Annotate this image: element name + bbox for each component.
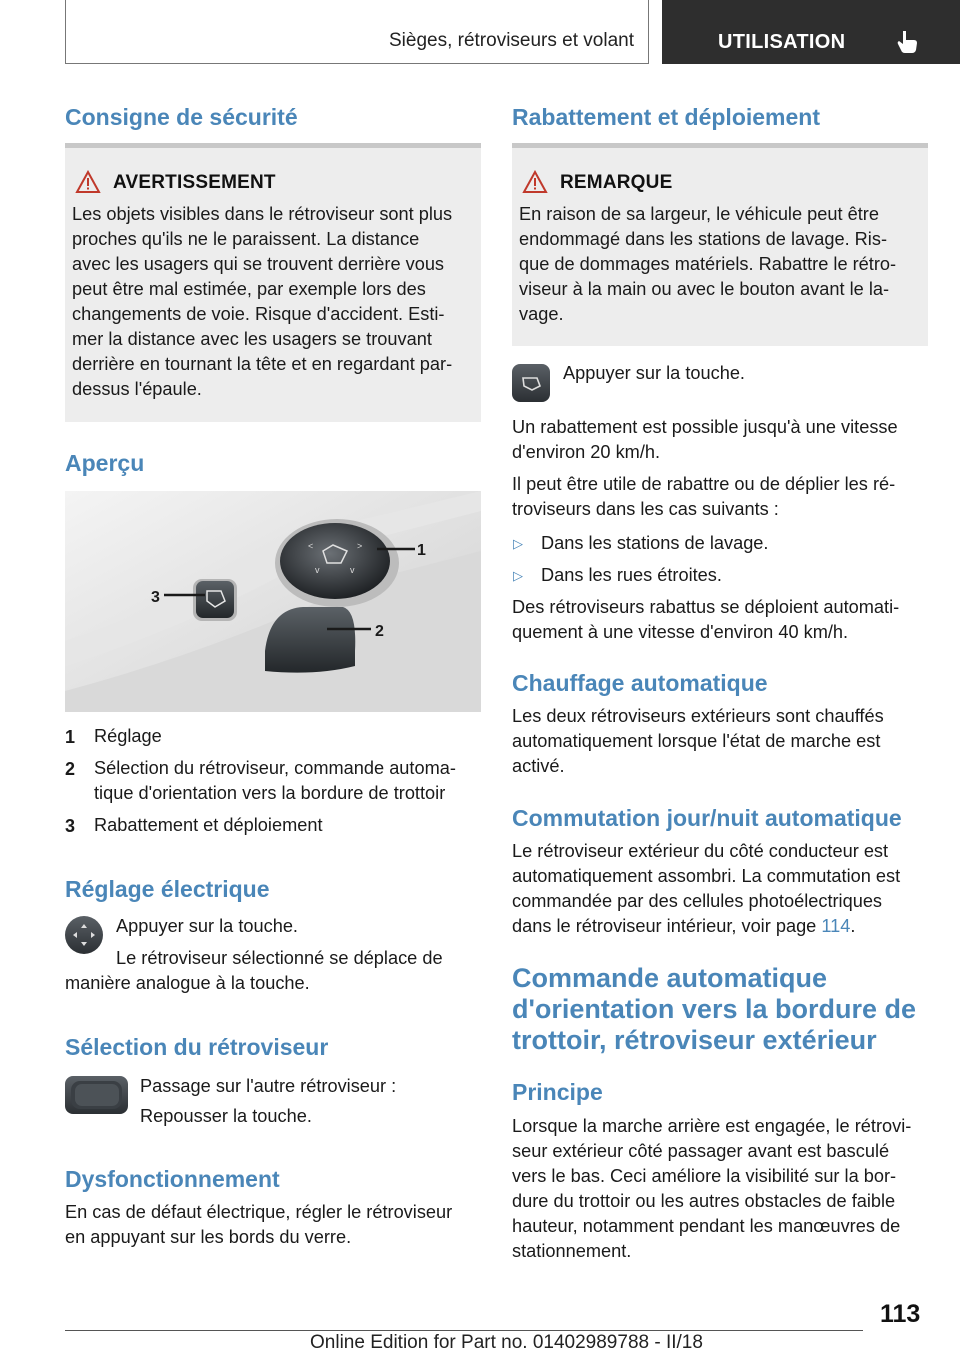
principle-text: Lorsque la marche arrière est engagée, le rétrovi-: [512, 1116, 912, 1136]
warning-line: changements de voie. Risque d'accident. Esti-: [72, 304, 445, 324]
electric-text-2: Le rétroviseur sélectionné se déplace de: [116, 948, 443, 968]
curb-heading: [512, 963, 916, 1056]
daynight-heading: Commutation jour/nuit automatique: [512, 805, 902, 831]
daynight-text: automatiquement assombri. La commutation est: [512, 866, 901, 886]
bullet-item: Dans les stations de lavage.: [541, 533, 769, 553]
daynight-text-prefix: dans le rétroviseur intérieur, voir page: [512, 916, 822, 936]
electric-heading: Réglage électrique: [65, 876, 270, 902]
principle-heading: Principe: [512, 1079, 603, 1105]
header-underline: [65, 63, 649, 64]
warning-line: Les objets visibles dans le rétroviseur sont plus: [72, 204, 453, 224]
svg-text:v: v: [315, 565, 320, 575]
safety-heading: Consigne de sécurité: [65, 104, 298, 130]
malfunction-text-1: En cas de défaut électrique, régler le rétroviseur: [65, 1202, 453, 1222]
warning-line: peut être mal estimée, par exemple lors des: [72, 279, 426, 299]
note-line: En raison de sa largeur, le véhicule peut être: [519, 204, 879, 224]
principle-text: dure du trottoir ou les autres obstacles de faible: [512, 1191, 896, 1211]
legend-number: 2: [65, 759, 76, 779]
note-box: [512, 148, 928, 346]
heating-text: Les deux rétroviseurs extérieurs sont chauffés: [512, 706, 884, 726]
warning-box: [65, 148, 481, 422]
legend-text: Sélection du rétroviseur, commande automa-: [94, 758, 456, 778]
select-text-2: Repousser la touche.: [140, 1106, 312, 1126]
svg-text:>: >: [357, 541, 363, 551]
svg-text:<: <: [308, 541, 314, 551]
heating-heading: Chauffage automatique: [512, 670, 768, 696]
mirror-control-figure: [65, 491, 481, 712]
fold-mirror-button-icon: [512, 364, 550, 402]
daynight-text-suffix: .: [850, 916, 856, 936]
bullet-triangle-icon: ▷: [513, 568, 523, 583]
curb-heading-line: d'orientation vers la bordure de: [512, 994, 916, 1024]
header-divider-mid: [648, 0, 649, 64]
legend-text: Réglage: [94, 726, 162, 746]
warning-line: proches qu'ils ne le paraissent. La distance: [72, 229, 420, 249]
header-divider-left: [65, 0, 66, 64]
warning-line: dessus l'épaule.: [72, 379, 202, 399]
warning-title: AVERTISSEMENT: [113, 172, 276, 193]
adjust-knob-icon: [65, 916, 103, 954]
principle-text: seur extérieur côté passager avant est basculé: [512, 1141, 890, 1161]
daynight-text: Le rétroviseur extérieur du côté conducteur est: [512, 841, 889, 861]
note-line: que de dommages matériels. Rabattre le rétro-: [519, 254, 897, 274]
select-text-1: Passage sur l'autre rétroviseur :: [140, 1076, 397, 1096]
fold-heading: Rabattement et déploiement: [512, 104, 820, 130]
note-line: vage.: [519, 304, 564, 324]
warning-text: [72, 202, 474, 402]
legend-number: 1: [65, 727, 76, 747]
note-text: [519, 202, 921, 327]
warning-line: avec les usagers qui se trouvent derrière vous: [72, 254, 445, 274]
curb-heading-line: trottoir, rétroviseur extérieur: [512, 1025, 877, 1055]
speed-text-1: Un rabattement est possible jusqu'à une vitesse: [512, 417, 898, 437]
electric-text-3: manière analogue à la touche.: [65, 973, 310, 993]
daynight-text: commandée par des cellules photoélectriques: [512, 891, 883, 911]
principle-text: vers le bas. Ceci améliore la visibilité sur la bor-: [512, 1166, 897, 1186]
legend-text: Rabattement et déploiement: [94, 815, 323, 835]
curb-heading-line: Commande automatique: [512, 963, 828, 993]
footer-edition: Online Edition for Part no. 01402989788 - II/18: [310, 1332, 703, 1353]
auto-deploy-text-2: quement à une vitesse d'environ 40 km/h.: [512, 622, 849, 642]
note-title: REMARQUE: [560, 172, 673, 193]
electric-text-1: Appuyer sur la touche.: [116, 916, 298, 936]
figure-callout-2: 2: [375, 623, 384, 640]
page-reference-link[interactable]: 114: [821, 916, 851, 936]
pointing-hand-icon: [894, 28, 920, 54]
press-key-text: Appuyer sur la touche.: [563, 363, 745, 383]
footer-rule: [65, 1330, 863, 1331]
legend-text: tique d'orientation vers la bordure de trottoir: [94, 783, 446, 803]
header-section-title: Sièges, rétroviseurs et volant: [388, 30, 634, 51]
useful-text-2: troviseurs dans les cas suivants :: [512, 499, 779, 519]
warning-triangle-icon: [522, 170, 548, 194]
warning-line: mer la distance avec les usagers se trouvant: [72, 329, 432, 349]
legend-number: 3: [65, 816, 76, 836]
speed-text-2: d'environ 20 km/h.: [512, 442, 661, 462]
heating-text: automatiquement lorsque l'état de marche est: [512, 731, 881, 751]
note-line: viseur à la main ou avec le bouton avant le la-: [519, 279, 890, 299]
warning-triangle-icon: [75, 170, 101, 194]
bullet-triangle-icon: ▷: [513, 536, 523, 551]
figure-callout-3: 3: [151, 589, 160, 606]
note-line: endommagé dans les stations de lavage. Ris-: [519, 229, 887, 249]
malfunction-heading: Dysfonctionnement: [65, 1166, 280, 1192]
figure-callout-1: 1: [417, 542, 426, 559]
overview-heading: Aperçu: [65, 450, 145, 476]
principle-text: stationnement.: [512, 1241, 632, 1261]
mirror-select-switch-icon: [65, 1076, 128, 1114]
header-chapter-title: UTILISATION: [718, 31, 846, 53]
daynight-text-last: [512, 914, 855, 939]
warning-line: derrière en tournant la tête et en regardant par-: [72, 354, 453, 374]
auto-deploy-text-1: Des rétroviseurs rabattus se déploient automati-: [512, 597, 900, 617]
useful-text-1: Il peut être utile de rabattre ou de déplier les ré-: [512, 474, 896, 494]
heating-text: activé.: [512, 756, 565, 776]
page-number: 113: [880, 1300, 921, 1328]
malfunction-text-2: en appuyant sur les bords du verre.: [65, 1227, 352, 1247]
select-heading: Sélection du rétroviseur: [65, 1034, 329, 1060]
principle-text: hauteur, notamment pendant les manœuvres de: [512, 1216, 901, 1236]
svg-text:v: v: [350, 565, 355, 575]
bullet-item: Dans les rues étroites.: [541, 565, 722, 585]
